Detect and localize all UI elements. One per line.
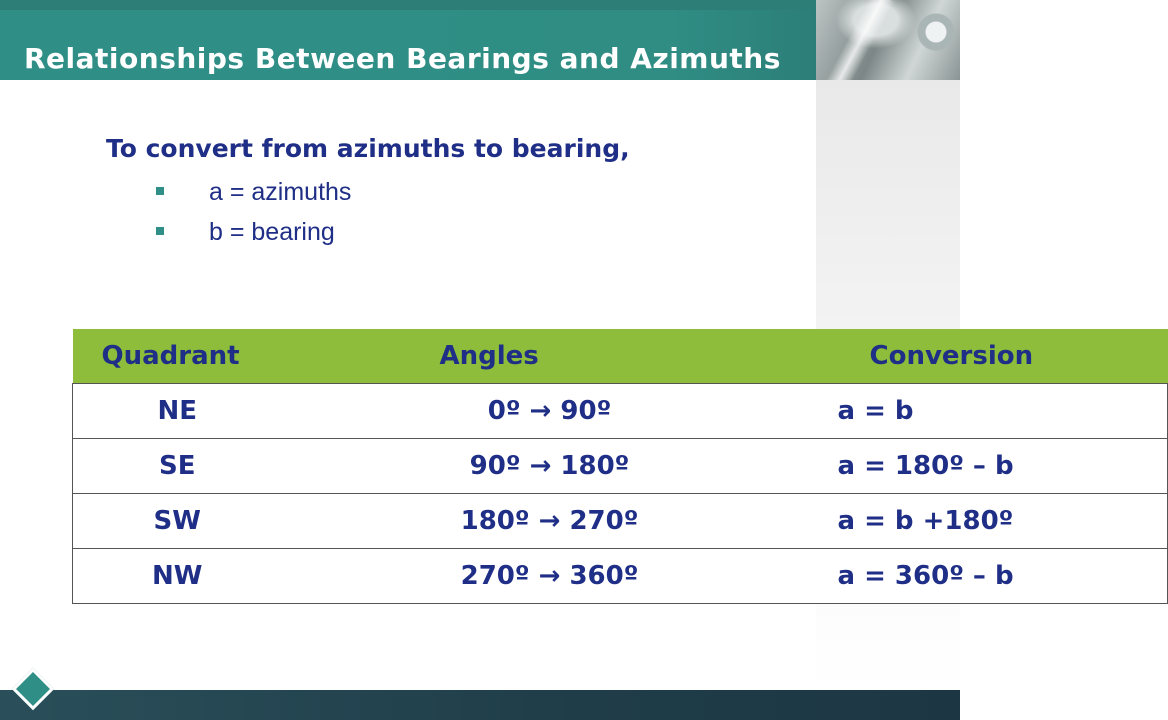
corner-decoration-image: [816, 0, 960, 80]
cell-conversion: a = 180º – b: [818, 439, 1168, 494]
cell-angles: [282, 384, 818, 439]
cell-quadrant: SE: [73, 439, 282, 494]
right-arrow-icon: →: [529, 561, 570, 591]
square-bullet-icon: [156, 227, 164, 235]
header-conversion: Conversion: [818, 329, 1168, 384]
cell-angles: [282, 549, 818, 604]
cell-conversion: a = b: [818, 384, 1168, 439]
angle-end: 360º: [569, 561, 639, 591]
cell-conversion: a = 360º – b: [818, 549, 1168, 604]
slide-title: Relationships Between Bearings and Azimuths: [24, 42, 781, 75]
cell-quadrant: NW: [73, 549, 282, 604]
header-quadrant: Quadrant: [73, 329, 282, 384]
right-arrow-icon: →: [520, 451, 561, 481]
header-angles: Angles: [282, 329, 818, 384]
angle-end: 180º: [560, 451, 630, 481]
cell-conversion: a = b +180º: [818, 494, 1168, 549]
right-arrow-icon: →: [520, 396, 561, 426]
angle-end: 270º: [569, 506, 639, 536]
cell-angles: [282, 439, 818, 494]
table-row: [73, 439, 1168, 494]
table-body: [73, 384, 1168, 604]
angle-start: 90º: [469, 451, 521, 481]
square-bullet-icon: [156, 187, 164, 195]
table-row: [73, 384, 1168, 439]
bullet-text: a = azimuths: [209, 178, 352, 206]
angle-start: 0º: [487, 396, 521, 426]
table-header-row: [73, 329, 1168, 384]
angle-end: 90º: [560, 396, 612, 426]
table-row: [73, 494, 1168, 549]
cell-quadrant: SW: [73, 494, 282, 549]
angle-start: 270º: [460, 561, 530, 591]
bottom-bar: [0, 690, 960, 720]
right-arrow-icon: →: [529, 506, 570, 536]
bullet-text: b = bearing: [209, 218, 335, 246]
cell-angles: [282, 494, 818, 549]
cell-quadrant: NE: [73, 384, 282, 439]
slide-heading: To convert from azimuths to bearing,: [106, 134, 630, 163]
conversion-table: [72, 329, 1168, 604]
angle-start: 180º: [460, 506, 530, 536]
table-row: [73, 549, 1168, 604]
